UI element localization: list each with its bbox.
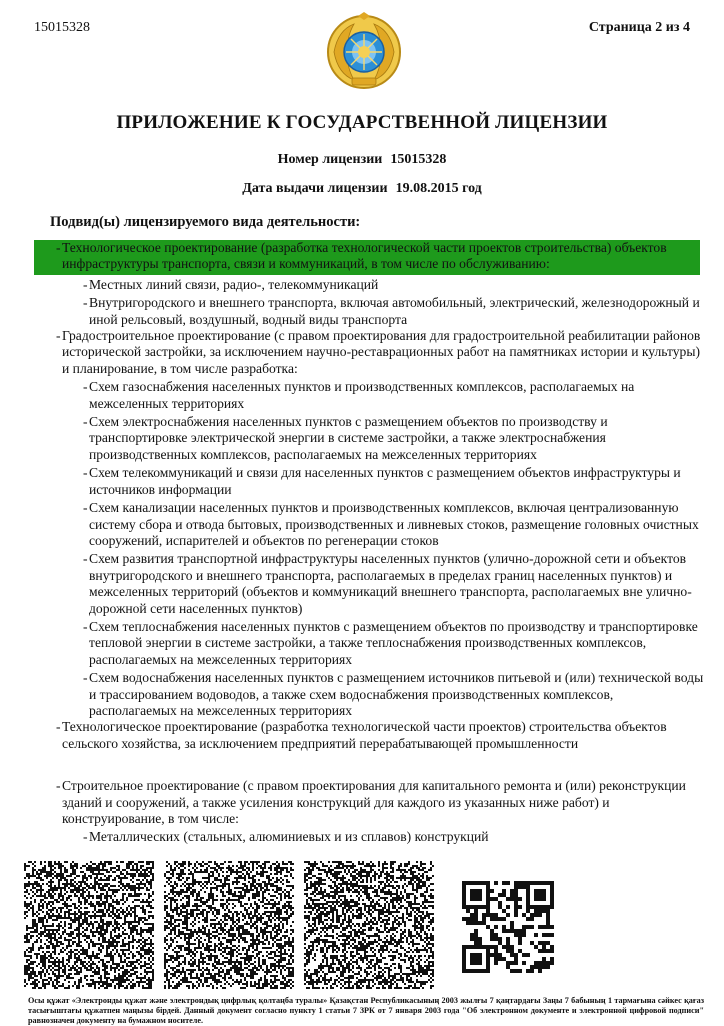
list-dash: - bbox=[83, 465, 88, 481]
license-number-label: Номер лицензии bbox=[277, 152, 383, 167]
activity-text: Схем электроснабжения населенных пунктов с размещением объектов по производству и транспортировке электрической энергии в системе застройки, а также электроснабжения производственных комплексов, располагаемых на межселенных территориях bbox=[89, 414, 608, 462]
activity-text: Схем канализации населенных пунктов и производственных комплексов, включая централизованную систему сбора и отвода бытовых, производственных и ливневых стоков, размещение головных очистных сооружений, испарителей и объектов по регенерации стоков bbox=[89, 500, 699, 548]
activity-text: Схем водоснабжения населенных пунктов с размещением источников питьевой и (или) технической воды и трассированием водоводов, а также схем водоснабжения производственных комплексов, располагаемых на межселенных территориях bbox=[89, 670, 704, 718]
activity-item bbox=[34, 551, 704, 617]
list-dash: - bbox=[56, 719, 61, 735]
activity-text: Местных линий связи, радио-, телекоммуникаций bbox=[89, 276, 379, 292]
list-dash: - bbox=[83, 829, 88, 845]
license-number-value: 15015328 bbox=[390, 152, 447, 167]
document-title: ПРИЛОЖЕНИЕ К ГОСУДАРСТВЕННОЙ ЛИЦЕНЗИИ bbox=[116, 112, 608, 133]
activity-text: Схем газоснабжения населенных пунктов и производственных комплексов, располагаемых на межселенных территориях bbox=[89, 379, 635, 411]
activity-item bbox=[34, 500, 704, 549]
qr-code-icon bbox=[462, 881, 554, 973]
list-dash: - bbox=[83, 414, 88, 430]
list-dash: - bbox=[83, 500, 88, 516]
activity-text: Металлических (стальных, алюминиевых и из сплавов) конструкций bbox=[89, 829, 489, 845]
activity-item bbox=[34, 465, 704, 498]
activity-item bbox=[34, 240, 700, 275]
legal-footer-note: Осы құжат «Электронды құжат және электрондық цифрлық қолтаңба туралы» Қазақстан Республикасының 2003 жылғы 7 қаңтардағы Заңы 7 бабының 1 тармағына сәйкес қағаз тасығыштағы құжатпен маңызы бірдей. Данный документ согласно пункту 1 статьи 7 ЗРК от 7 января 2003 года "Об электронном документе и электронной цифровой подписи" равнозначен документу на бумажном носителе. bbox=[28, 996, 704, 1025]
activity-item bbox=[34, 379, 704, 412]
list-dash: - bbox=[83, 670, 88, 686]
activity-text: Строительное проектирование (с правом проектирования для капитального ремонта и (или) реконструкции зданий и сооружений, а также усиления конструкций для каждого из указанных ниже работ) и конструирование, в том числе: bbox=[62, 778, 686, 826]
activity-item bbox=[34, 829, 704, 845]
list-dash: - bbox=[83, 618, 88, 634]
list-dash: - bbox=[56, 778, 61, 794]
license-date-line bbox=[0, 181, 724, 197]
activity-list bbox=[34, 240, 704, 846]
activity-subtypes-heading: Подвид(ы) лицензируемого вида деятельности: bbox=[50, 214, 361, 230]
license-date-value: 19.08.2015 год bbox=[395, 181, 482, 196]
activity-text: Схем развития транспортной инфраструктуры населенных пунктов (улично-дорожной сети и объектов внутригородского и внешнего транспорта, располагаемых в пределах границ населенных пунктов) и межселенных территорий (объектов и коммуникаций внешнего транспорта, располагаемых вне улично-дорожной сети населенных пунктов) bbox=[89, 551, 692, 616]
barcode-icon bbox=[304, 861, 434, 989]
activity-item bbox=[34, 778, 704, 827]
activity-text: Схем теплоснабжения населенных пунктов с размещением объектов по производству и транспортировке тепловой энергии в системе застройки, а также теплоснабжения производственных комплексов, располагаемых на межселенных территориях bbox=[89, 618, 698, 667]
list-dash: - bbox=[83, 295, 88, 311]
list-dash: - bbox=[83, 551, 88, 567]
activity-item bbox=[34, 295, 704, 328]
barcode-icon bbox=[24, 861, 154, 989]
list-dash: - bbox=[56, 240, 61, 255]
activity-item bbox=[34, 328, 704, 377]
license-date-label: Дата выдачи лицензии bbox=[242, 181, 388, 196]
activity-text: Внутригородского и внешнего транспорта, включая автомобильный, электрический, железнодорожный и иной рельсовый, воздушный, водный виды транспорта bbox=[89, 295, 700, 327]
activity-text: Схем телекоммуникаций и связи для населенных пунктов с размещением объектов инфраструктуры и источников информации bbox=[89, 465, 681, 497]
page-number: Страница 2 из 4 bbox=[588, 20, 690, 35]
document-number: 15015328 bbox=[34, 20, 90, 35]
barcode-icon bbox=[164, 861, 294, 989]
activity-item bbox=[34, 670, 704, 719]
activity-item bbox=[34, 719, 704, 752]
activity-item bbox=[34, 277, 704, 293]
activity-text: Технологическое проектирование (разработка технологической части проектов строительства) объектов инфраструктуры транспорта, связи и коммуникаций, в том числе по обслуживанию: bbox=[62, 240, 667, 272]
code-strip bbox=[0, 855, 724, 990]
license-number-line bbox=[0, 152, 724, 168]
list-dash: - bbox=[56, 328, 61, 344]
list-dash: - bbox=[83, 276, 88, 292]
activity-text: Градостроительное проектирование (с правом проектирования для градостроительной реабилитации районов исторической застройки, за исключением научно-реставрационных работ на памятниках истории и культуры) и планирование, в том числе разработка: bbox=[62, 328, 701, 376]
activity-item bbox=[34, 414, 704, 463]
state-emblem-icon bbox=[324, 12, 404, 92]
list-dash: - bbox=[83, 379, 88, 395]
activity-text: Технологическое проектирование (разработка технологической части проектов) строительства объектов сельского хозяйства, за исключением предприятий перерабатывающей промышленности bbox=[62, 719, 667, 751]
activity-item bbox=[34, 619, 704, 668]
